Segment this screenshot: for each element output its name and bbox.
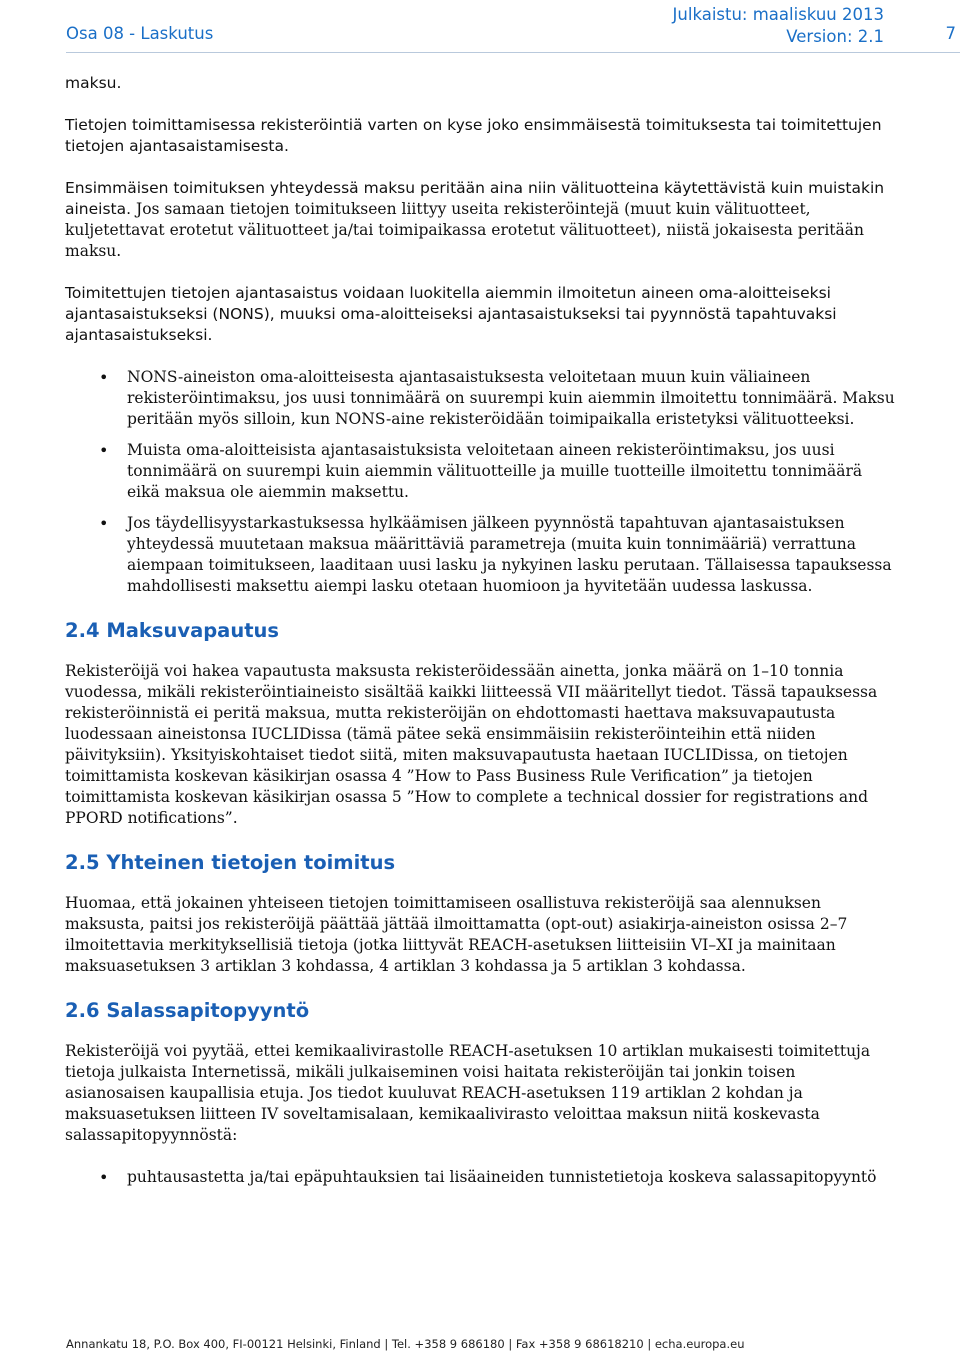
- header-divider: [66, 52, 960, 53]
- header-page-number: 7: [945, 24, 956, 43]
- paragraph-salassapitopyynto: Rekisteröijä voi pyytää, ettei kemikaalivirastolle REACH-asetuksen 10 artiklan mukaisesti toimitettuja tietoja julkaista Internetissä, mikäli julkaiseminen voisi haitata rekisteröijän tai jonkin toisen asianosaisen kaupallisia etuja. Jos tiedot kuuluvat REACH-asetuksen 119 artiklan 2 kohdan ja maksuasetuksen liitteen IV soveltamisalaan, kemikaalivirasto veloittaa maksun niitä koskevasta salassapitopyynnöstä:: [65, 1042, 871, 1144]
- header-version: Version: 2.1: [786, 27, 884, 46]
- header-published-date: Julkaistu: maaliskuu 2013: [672, 5, 884, 24]
- header-section-title: Osa 08 - Laskutus: [66, 24, 214, 43]
- page-footer: Annankatu 18, P.O. Box 400, FI-00121 Helsinki, Finland | Tel. +358 9 686180 | Fax +358 9 68618210 | echa.europa.eu: [66, 1337, 745, 1351]
- header-meta: [673, 4, 884, 48]
- page-body: [65, 73, 897, 1209]
- bullet-list-salassapito: [65, 1167, 897, 1188]
- bullet-item: • NONS-aineiston oma-aloitteisesta ajantasaistuksesta veloitetaan muun kuin väliaineen rekisteröintimaksu, jos uusi tonnimäärä on suurempi kuin aiemmin ilmoitettu tonnimäärä. Maksu peritään myös silloin, kun NONS-aine rekisteröidään toimipaikalla eristetyksi välituotteeksi.: [65, 367, 897, 430]
- paragraph-tietojen-toimittaminen: Tietojen toimittamisessa rekisteröintiä varten on kyse joko ensimmäisestä toimituksesta tai toimitettujen tietojen ajantasaistamisesta.: [65, 116, 882, 155]
- bullet-item: • Jos täydellisyystarkastuksessa hylkäämisen jälkeen pyynnöstä tapahtuvan ajantasaistuksen yhteydessä muutetaan maksua määrittäviä parametreja (muita kuin tonnimääriä) verrattuna aiempaan toimitukseen, laaditaan uusi lasku ja nykyinen lasku perutaan. Tällaisessa tapauksessa mahdollisesti maksettu aiempi lasku otetaan huomioon ja hyvitetään uudessa laskussa.: [65, 513, 897, 597]
- heading-maksuvapautus: 2.4 Maksuvapautus: [65, 619, 280, 642]
- heading-salassapitopyynto: 2.6 Salassapitopyyntö: [65, 999, 310, 1022]
- paragraph-ensimmainen-part-b: Jos samaan tietojen toimitukseen liittyy useita rekisteröintejä (muut kuin välituotteet, kuljetettavat erotetut välituotteet ja/tai toimipaikassa erotetut välituotteet), niistä jokaisesta peritään maksu.: [65, 200, 864, 260]
- paragraph-yhteinen-toimitus: Huomaa, että jokainen yhteiseen tietojen toimittamiseen osallistuva rekisteröijä saa alennuksen maksusta, paitsi jos rekisteröijä päättää jättää ilmoittamatta (opt-out) asiakirja-aineiston osissa 2–7 ilmoitettavia merkityksellisiä tietoja (jotka liittyvät REACH-asetuksen liitteisiin VI–XI ja mainitaan maksuasetuksen 3 artiklan 3 kohdassa, 4 artiklan 3 kohdassa ja 5 artiklan 3 kohdassa.: [65, 894, 848, 975]
- bullet-item: • Muista oma-aloitteisista ajantasaistuksista veloitetaan aineen rekisteröintimaksu, jos uusi tonnimäärä on suurempi kuin aiemmin välituotteille ja muille tuotteille ilmoitettu tonnimäärä eikä maksua ole aiemmin maksettu.: [65, 440, 897, 503]
- bullet-item: • puhtausastetta ja/tai epäpuhtauksien tai lisäaineiden tunnistetietoja koskeva salassapitopyyntö: [65, 1167, 897, 1188]
- paragraph-ensimmainen-toimitus: [65, 178, 897, 262]
- heading-yhteinen-toimitus: 2.5 Yhteinen tietojen toimitus: [65, 851, 396, 874]
- bullet-list-ajantasaistus: [65, 367, 897, 597]
- paragraph-maksu: maksu.: [65, 74, 122, 92]
- paragraph-maksuvapautus: Rekisteröijä voi hakea vapautusta maksusta rekisteröidessään ainetta, jonka määrä on 1–10 tonnia vuodessa, mikäli rekisteröintiaineisto sisältää kaikki liitteessä VII määritellyt tiedot. Tässä tapauksessa rekisteröinnistä ei peritä maksua, mutta rekisteröijän on ehdottomasti haettava maksuvapautusta luodessaan aineistonsa IUCLIDissa (tämä pätee sekä ensimmäisiin rekisteröinteihin että niiden päivityksiin). Yksityiskohtaiset tiedot siitä, miten maksuvapautusta haetaan IUCLIDissa, on tietojen toimittamista koskevan käsikirjan osassa 4 ”How to Pass Business Rule Verification” ja tietojen toimittamista koskevan käsikirjan osassa 5 ”How to complete a technical dossier for registrations and PPORD notifications”.: [65, 662, 878, 827]
- paragraph-ensimmainen-part-a: Ensimmäisen toimituksen yhteydessä maksu peritään aina niin välituotteina käytettävistä kuin muistakin aineista.: [65, 179, 885, 218]
- paragraph-ajantasaistus: Toimitettujen tietojen ajantasaistus voidaan luokitella aiemmin ilmoitetun aineen oma-aloitteiseksi ajantasaistukseksi (NONS), muuksi oma-aloitteiseksi ajantasaistukseksi tai pyynnöstä tapahtuvaksi ajantasaistukseksi.: [65, 284, 837, 344]
